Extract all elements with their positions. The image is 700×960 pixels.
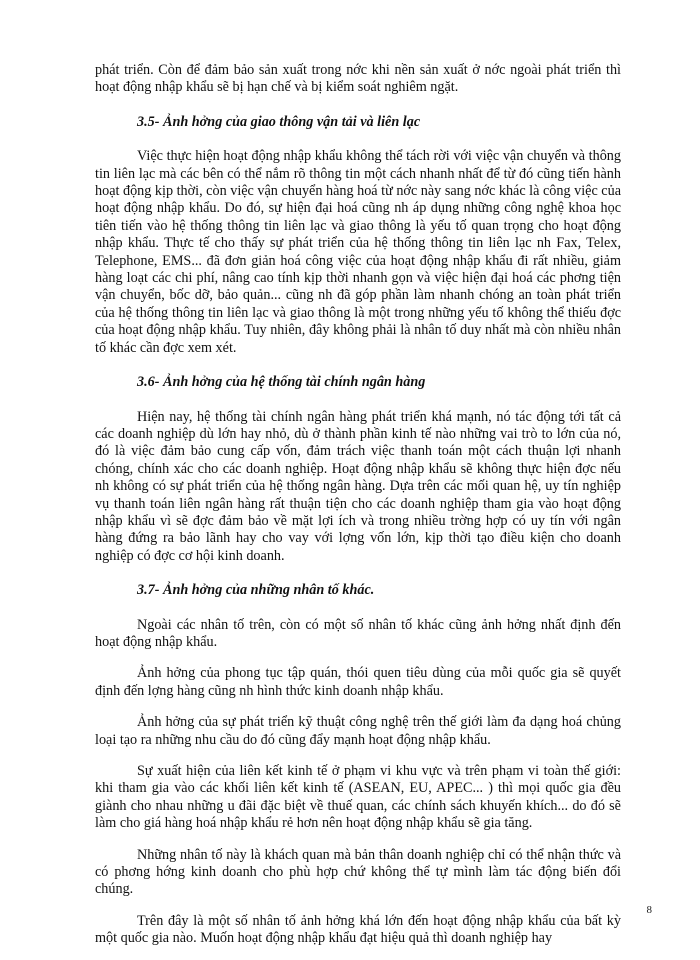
paragraph: Ảnh hởng của sự phát triển kỹ thuật công nghệ trên thế giới làm đa dạng hoá chủng loại tạo ra những nhu cầu do đó cũng đẩy mạnh hoạt động nhập khẩu. [95,714,621,748]
paragraph: Ảnh hởng của phong tục tập quán, thói quen tiêu dùng của mỗi quốc gia sẽ quyết định đến lợng hàng cũng nh hình thức kinh doanh nhập khẩu. [95,665,621,699]
section-heading-3-6: 3.6- Ảnh hởng của hệ thống tài chính ngân hàng [137,374,426,391]
paragraph: Việc thực hiện hoạt động nhập khẩu không thể tách rời với việc vận chuyển và thông tin liên lạc mà các bên có thể nắm rõ thông tin một cách nhanh nhất để từ đó cũng tiến hành hoạt động kịp thời, còn việc vận chuyển hàng hoá từ nớc này sang nớc khác là công việc của hoạt động nhập khẩu. Do đó, sự hiện đại hoá cũng nh áp dụng những công nghệ khoa học tiên tiến vào hệ thống thông tin liên lạc và giao thông là yếu tố quan trọng cho hoạt động nhập khẩu. Thực tế cho thấy sự phát triển của hệ thống thông tin liên lạc nh Fax, Telex, Telephone, EMS... đã đơn giản hoá công việc của hoạt động nhập khẩu đi rất nhiều, giảm hàng loạt các chi phí, nâng cao tính kịp thời nhanh gọn và việc hiện đại hoá các phơng tiện vận chuyển, bốc dỡ, bảo quản... cũng nh đã góp phần làm nhanh chóng an toàn phát triển của hệ thống thông tin liên lạc và giao thông là một trong những yếu tố không thể thiếu đợc của hoạt động nhập khẩu. Tuy nhiên, đây không phải là nhân tố duy nhất mà còn nhiều nhân tố khác cần đợc xem xét. [95,148,621,356]
section-heading-3-7: 3.7- Ảnh hởng của những nhân tố khác. [137,582,375,599]
paragraph: Những nhân tố này là khách quan mà bản thân doanh nghiệp chỉ có thể nhận thức và có phơng hớng kinh doanh cho phù hợp chứ không thể tự mình làm tác động biến đổi chúng. [95,846,621,898]
section-heading-3-5: 3.5- Ảnh hởng của giao thông vận tải và liên lạc [137,113,421,130]
page-number: 8 [646,904,652,916]
paragraph: Sự xuất hiện của liên kết kinh tế ở phạm vi khu vực và trên phạm vi toàn thế giới: khi tham gia vào các khối liên kết kinh tế (ASEAN, EU, APEC... ) thì mọi quốc gia đều giành cho nhau những u đãi đặc biệt về thuế quan, các chính sách khuyến khích... do đó sẽ làm cho giá hàng hoá nhập khẩu rẻ hơn nên hoạt động nhập khẩu sẽ gia tăng. [95,763,621,832]
paragraph: Ngoài các nhân tố trên, còn có một số nhân tố khác cũng ảnh hởng nhất định đến hoạt động nhập khẩu. [95,616,621,650]
paragraph: Trên đây là một số nhân tố ảnh hởng khá lớn đến hoạt động nhập khẩu của bất kỳ một quốc gia nào. Muốn hoạt động nhập khẩu đạt hiệu quả thì doanh nghiệp hay [95,912,621,947]
paragraph: Hiện nay, hệ thống tài chính ngân hàng phát triển khá mạnh, nó tác động tới tất cả các doanh nghiệp dù lớn hay nhỏ, dù ở thành phần kinh tế nào những vai trò to lớn của nó, đó là việc đảm bảo cung cấp vốn, đảm trách việc thanh toán một cách thuận lợi nhanh chóng, chính xác cho các doanh nghiệp. Hoạt động nhập khẩu sẽ không thực hiện đợc nếu nh không có sự phát triển của hệ thống ngân hàng. Dựa trên các mối quan hệ, uy tín nghiệp vụ thanh toán liên ngân hàng rất thuận tiện cho các doanh nghiệp tham gia vào hoạt động nhập khẩu vì sẽ đợc đảm bảo về mặt lợi ích và trong nhiều trờng hợp có uy tín với ngân hàng đứng ra bảo lãnh hay cho vay với lợng vốn lớn, kịp thời tạo điều kiện cho doanh nghiệp có đợc cơ hội kinh doanh. [95,408,621,564]
opening-paragraph: phát triển. Còn để đảm bảo sản xuất trong nớc khi nền sản xuất ở nớc ngoài phát triển thì hoạt động nhập khẩu sẽ bị hạn chế và bị kiểm soát nghiêm ngặt. [95,62,621,96]
